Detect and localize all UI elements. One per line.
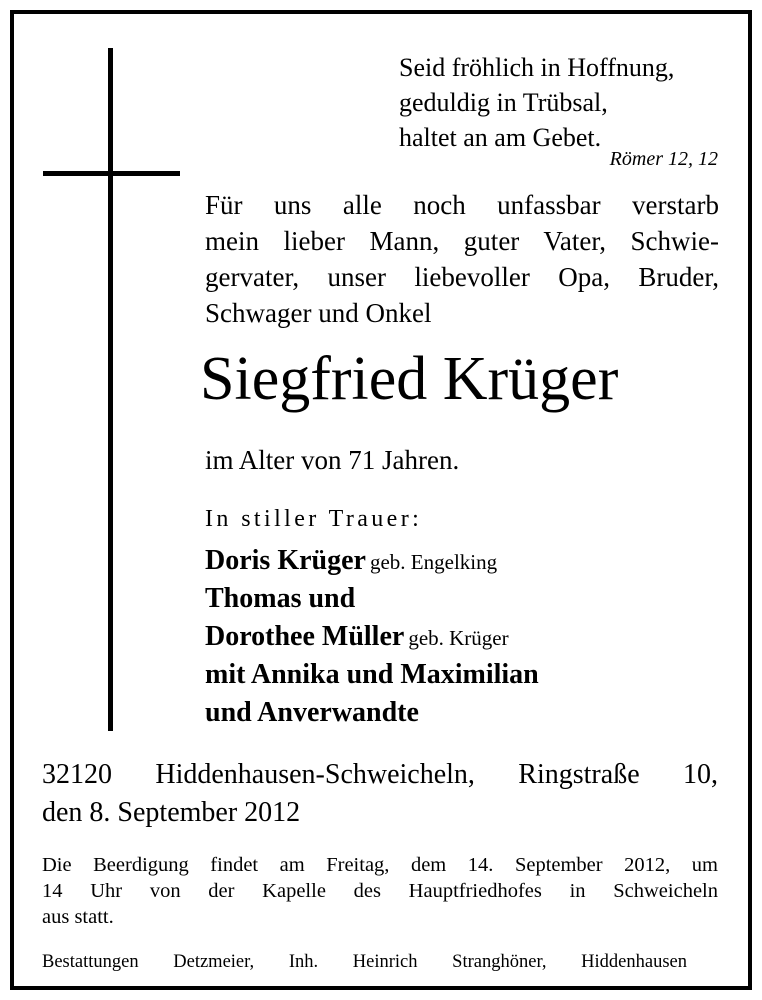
undertaker-line: Bestattungen Detzmeier, Inh. Heinrich Stranghöner, Hiddenhausen (42, 952, 687, 972)
family-member (205, 656, 725, 694)
funeral-info (42, 852, 718, 930)
intro-line: Für uns alle noch unfassbar verstarb (205, 190, 719, 220)
date-line: den 8. September 2012 (42, 797, 301, 828)
family-member (205, 618, 725, 656)
deceased-name: Siegfried Krüger (200, 345, 619, 413)
funeral-line: aus statt. (42, 906, 114, 928)
family-list (205, 542, 725, 732)
family-member (205, 580, 725, 618)
family-member (205, 694, 725, 732)
address-block (42, 756, 718, 832)
family-member-name: Dorothee Müller (205, 621, 405, 652)
verse-line: Seid fröhlich in Hoffnung, (399, 53, 675, 82)
intro-line: mein lieber Mann, guter Vater, Schwie- (205, 226, 719, 256)
intro-line: gervater, unser liebevoller Opa, Bruder, (205, 262, 719, 292)
age-text: im Alter von 71 Jahren. (205, 445, 460, 475)
bible-verse (399, 50, 729, 155)
verse-line: haltet an am Gebet. (399, 123, 602, 152)
funeral-line: 14 Uhr von der Kapelle des Hauptfriedhofes in Schweicheln (42, 880, 718, 902)
mourning-heading: In stiller Trauer: (205, 506, 423, 532)
family-member-name: und Anverwandte (205, 697, 419, 728)
cross-icon-vertical-bar (108, 48, 113, 731)
cross-icon-horizontal-bar (43, 171, 180, 176)
family-member (205, 542, 725, 580)
address-line: 32120 Hiddenhausen-Schweicheln, Ringstraße 10, (42, 759, 718, 790)
intro-line: Schwager und Onkel (205, 298, 432, 328)
intro-text (205, 187, 719, 331)
family-member-name: Thomas und (205, 583, 356, 614)
funeral-line: Die Beerdigung findet am Freitag, dem 14. September 2012, um (42, 854, 718, 876)
verse-reference: Römer 12, 12 (609, 148, 718, 170)
family-member-note: geb. Engelking (369, 550, 498, 574)
family-member-name: Doris Krüger (205, 545, 366, 576)
family-member-name: mit Annika und Maximilian (205, 659, 539, 690)
family-member-note: geb. Krüger (408, 626, 509, 650)
verse-line: geduldig in Trübsal, (399, 88, 608, 117)
